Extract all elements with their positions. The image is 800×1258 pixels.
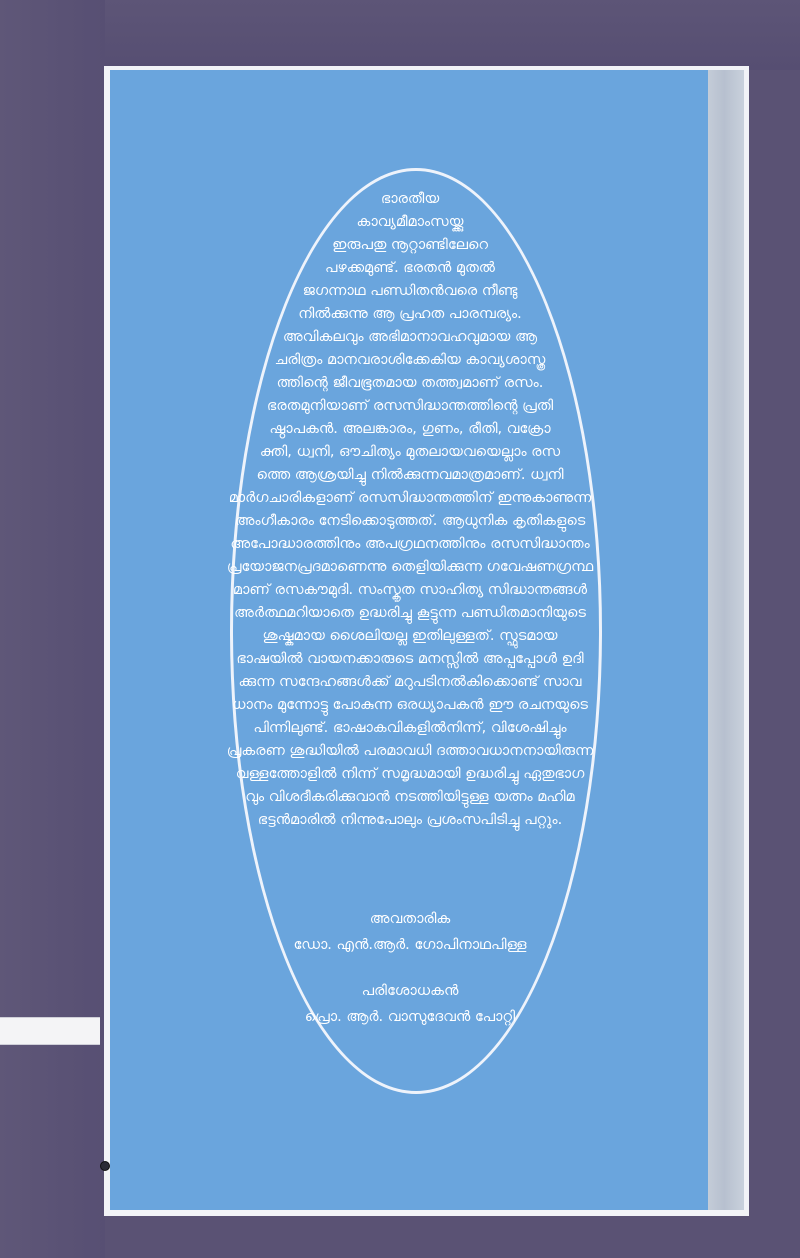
blurb-line: അവികലവും അഭിമാനാവഹവുമായ ആ: [282, 329, 538, 345]
blurb-line: ത്തെ ആശ്രയിച്ചു നിൽക്കുന്നവമാത്രമാണ്. ധ്വനി: [256, 467, 564, 483]
blurb-line: നിൽക്കുന്നു ആ പ്രഹത പാരമ്പര്യം.: [298, 306, 522, 322]
foreword-role: അവതാരിക: [369, 911, 451, 927]
blurb-line: ധാനം മുന്നോട്ടു പോകുന്ന ഒരധ്യാപകൻ ഈ രചനയുടെ: [232, 697, 588, 713]
blurb-line: മാർഗചാരികളാണ് രസസിദ്ധാന്തത്തിന് ഇന്നുകാണുന്ന: [228, 490, 592, 506]
blurb-line: അംഗീകാരം നേടിക്കൊടുത്തത്. ആധുനിക കൃതികളുടെ: [234, 513, 586, 529]
editor-name: പ്രൊ. ആർ. വാസുദേവൻ പോറ്റി: [304, 1009, 516, 1025]
foreword-credit: [110, 906, 710, 958]
blurb-line: വും വിശദീകരിക്കുവാൻ നടത്തിയിട്ടുള്ള യത്നം മഹിമ: [245, 789, 575, 805]
blurb-line: അർത്ഥമറിയാതെ ഉദ്ധരിച്ചു കൂട്ടുന്ന പണ്ഡിതമാനിയുടെ: [234, 605, 586, 621]
credits-block: [110, 906, 710, 1050]
blurb-line: ഇരുപതു നൂറ്റാണ്ടിലേറെ: [332, 237, 488, 253]
blurb-line: പഴക്കമുണ്ട്. ഭരതൻ മുതൽ: [325, 260, 495, 276]
blurb-line: ജഗന്നാഥ പണ്ഡിതൻവരെ നീണ്ടു: [302, 283, 518, 299]
editor-role: പരിശോധകൻ: [361, 983, 459, 999]
blurb-line: പ്രയോജനപ്രദമാണെന്നു തെളിയിക്കുന്ന ഗവേഷണഗ്രന്ഥ: [226, 559, 594, 575]
blurb-line: പ്രകരണ ശുദ്ധിയിൽ പരമാവധി ദത്താവധാനനായിരുന്ന: [226, 743, 594, 759]
blurb-text: [110, 188, 710, 832]
blurb-line: ത്തിന്റെ ജീവഭൂതമായ തത്ത്വമാണ് രസം.: [276, 375, 544, 391]
blurb-line: ഭരതമുനിയാണ് രസസിദ്ധാന്തത്തിന്റെ പ്രതി: [266, 398, 554, 414]
foreword-author: ഡോ. എൻ.ആർ. ഗോപിനാഥപിള്ള: [293, 937, 527, 953]
blurb-line: കാവ്യമീമാംസയ്ക്കു: [356, 214, 464, 230]
blurb-line: വള്ളത്തോളിൽ നിന്ന് സമൃദ്ധമായി ഉദ്ധരിച്ചു ഏതുഭാഗ: [235, 766, 585, 782]
backdrop-left: [0, 0, 105, 1258]
blurb-line: ഭാഷയിൽ വായനക്കാരുടെ മനസ്സിൽ അപ്പപ്പോൾ ഉദി: [236, 651, 584, 667]
blurb-line: പിന്നിലുണ്ട്. ഭാഷാകവികളിൽനിന്ന്, വിശേഷിച്ചും: [253, 720, 567, 736]
backdrop-top: [0, 0, 800, 70]
pin-mark: [100, 1161, 110, 1171]
blurb-line: ശുഷ്കമായ ശൈലിയല്ല ഇതിലുള്ളത്. സ്ഫുടമായ: [262, 628, 558, 644]
blurb-line: ഭട്ടൻമാരിൽ നിന്നുപോലും പ്രശംസപിടിച്ചു പറ്റും.: [257, 812, 563, 828]
book-spine-strip: [708, 70, 744, 1210]
editor-credit: [110, 978, 710, 1030]
blurb-line: ചരിത്രം മാനവരാശിക്കേകിയ കാവ്യശാസ്ത്ര: [274, 352, 546, 368]
blurb-line: മാണ് രസകൗമുദി. സംസ്കൃത സാഹിത്യ സിദ്ധാന്തങ്ങൾ: [232, 582, 588, 598]
blurb-line: ക്തി, ധ്വനി, ഔചിത്യം മുതലായവയെല്ലാം രസ: [259, 444, 561, 460]
blurb-line: ഷ്ഠാപകൻ. അലങ്കാരം, ഗുണം, രീതി, വക്രോ: [269, 421, 551, 437]
blurb-line: ഭാരതീയ: [380, 191, 440, 207]
blurb-line: ക്കുന്ന സന്ദേഹങ്ങൾക്ക് മറുപടിനൽകിക്കൊണ്ട് സാവ: [238, 674, 582, 690]
white-paper-tab: [0, 1017, 100, 1045]
blurb-line: അപോദ്ധാരത്തിനും അപഗ്രഥനത്തിനും രസസിദ്ധാന്തം: [230, 536, 590, 552]
